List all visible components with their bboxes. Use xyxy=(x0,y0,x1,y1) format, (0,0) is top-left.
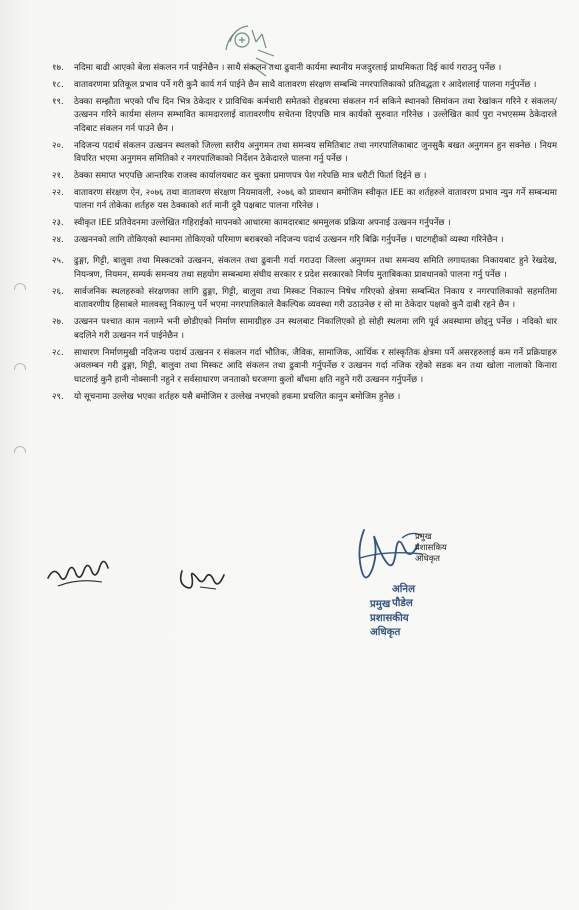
clause-text: वातावरणमा प्रतिकूल प्रभाव पर्ने गरी कुनै कार्य गर्न पाईने छैन साथै वातावरण संरक्षण सम्बन्धि नगरपालिकाको प्रतिवद्धता र आदेशलाई पालना गर्नुपर्नेछ । xyxy=(74,79,537,90)
clause-text: ठेक्का समाप्त भएपछि आन्तरिक राजस्व कार्यालयबाट कर चुक्ता प्रमाणपत्र पेश गरेपछि मात्र धरौटी फिर्ता दिईने छ । xyxy=(74,170,427,181)
clause-number: २५. xyxy=(52,256,64,267)
clause-item xyxy=(52,234,557,248)
clause-number: १७. xyxy=(52,63,64,73)
clause-text: सार्वजनिक स्थलहरुको संरक्षणका लागि ढुङ्गा, गिट्टी, बालुवा तथा मिस्कट निकाल्न निषेध गरिएको क्षेत्रमा सम्बन्धित निकाय र नगरपालिकाको सहमतिमा वातावरणीय हिसाबले मालवस्तु निकाल्नु पर्ने भएमा नगरपालिकाले वैकल्पिक व्यवस्था गरी उठाउनेछ र सो मा ठेकेदार पक्षको कुनै दाबी रहने छैन । xyxy=(74,286,557,311)
official-title-stamp: प्रमुख प्रशासकीय अधिकृत xyxy=(370,599,409,638)
clause-text: नदिमा बाढी आएको बेला संकलन गर्न पाईनेछैन । साथै संकलन तथा ढुवानी कार्यमा स्थानीय मजदुरलाई प्राथमिकता दिई कार्य गराउनु पर्नेछ । xyxy=(74,63,502,73)
signatory-role-label: प्रमुख प्रशासकिय अधिकृत xyxy=(415,531,447,563)
punch-hole-mark xyxy=(14,283,26,290)
clause-text: ठेक्का सम्झौता भएको पाँच दिन भित्र ठेकेदार र प्राविधिक कर्मचारी समेतको रोहबरमा संकलन गर्न सकिने स्थानको सिमांकन तथा रेखांकन गरिने र संकलन/उत्खनन गरिने कार्यमा संलग्न सम्भावित कामदारलाई वातावरणीय सचेतना दिएपछि मात्र कार्यको सुरुवात गरिनेछ । उल्लेखित कार्य पुरा नभएसम्म ठेकेदारले नदिबाट संकलन गर्न पाउने छैन । xyxy=(74,96,557,134)
signature-mark xyxy=(176,565,232,595)
clause-item xyxy=(52,79,557,93)
clause-number: २०. xyxy=(52,140,64,151)
official-name-stamp: अनिल पौडेल xyxy=(392,584,415,609)
clause-text: यो सूचनामा उल्लेख भएका शर्तहरु यसै बमोजिम र उल्लेख नभएको हकमा प्रचलित कानुन बमोजिम हुनेछ । xyxy=(74,391,401,402)
clause-text: साधारण निर्माणमुखी नदिजन्य पदार्थ उत्खनन र संकलन गर्दा भौतिक, जैविक, सामाजिक, आर्थिक र सांस्कृतिक क्षेत्रमा पर्ने असरहरुलाई कम गर्ने प्रक्रियाहरु अवलम्बन गरी ढुङ्गा, गिट्टी, बालुवा तथा मिस्कट आदि संकलन तथा ढुवानी गर्नुपर्नेछ र उत्खनन गर्दा नजिक रहेको सडक बन तथा खोला नालाको किनारा घाटलाई कुनै हानी नोक्सानी नहुने र सर्वसाधारण जनताको घरजग्गा कुलो बाँधमा क्षति नहुने गरी उत्खनन गर्नुपर्नेछ । xyxy=(74,347,557,385)
clause-item xyxy=(52,96,557,137)
clause-number: १९. xyxy=(52,96,64,107)
clause-item xyxy=(52,391,557,405)
clause-text: नदिजन्य पदार्थ संकलन उत्खनन स्थलको जिल्ला स्तरीय अनुगमन तथा समन्वय समितिबाट तथा नगरपालिकाबाट जुनसुकै बखत अनुगमन हुन सक्नेछ । नियम विपरित भएमा अनुगमन समितिको र नगरपालिकाको निर्देशन ठेकेदारले पालना गर्नु पर्नेछ । xyxy=(74,140,557,165)
clause-number: २८. xyxy=(52,347,64,358)
signature-mark xyxy=(44,548,114,594)
clause-text: उत्खनन पश्चात काम नलाग्ने भनी छोडीएको निर्माण सामाग्रीहरु उन स्थलबाट निकालिएको हो सोही स्थलमा लगि पूर्व अवस्थामा छोड्नु पर्नेछ । नदिको धार बदलिने गरी उत्खनन गर्न पाईनेछैन । xyxy=(74,317,557,341)
clause-number: २७. xyxy=(52,317,64,328)
clause-text: स्वीकृत IEE प्रतिवेदनमा उल्लेखित गहिराईको मापनको आधारमा कामदारबाट श्रममुलक प्रक्रिया अपनाई उत्खनन गर्नुपर्नेछ । xyxy=(74,218,451,229)
clause-item xyxy=(52,140,557,167)
clause-item xyxy=(52,316,557,343)
clause-number: २३. xyxy=(52,218,64,229)
clause-number: १८. xyxy=(52,79,64,90)
clause-number: २६. xyxy=(52,286,64,297)
clause-text: उत्खननको लागि तोकिएको स्थानमा तोकिएको परिमाण बराबरको नदिजन्य पदार्थ उत्खनन गरि बिक्रि गर्नुपर्नेछ । घाटगद्दीको व्यस्था गरिनेछैन । xyxy=(74,234,504,245)
terms-clause-list xyxy=(52,62,557,407)
clause-item xyxy=(52,187,557,214)
clause-number: २२. xyxy=(52,187,64,198)
clause-item xyxy=(52,347,557,388)
clause-item xyxy=(52,217,557,231)
clause-text: वातावरण संरक्षण ऐन, २०७६ तथा वातावरण संरक्षण नियमावली, २०७६ को प्रावधान बमोजिम स्वीकृत IEE का शर्तहरुले वातावरण प्रभाव न्युन गर्ने सम्बन्धमा पालना गर्न तोकेका शर्तहरु यस ठेक्काको शर्त मानी दुवै पक्षबाट पालना गरिनेछ । xyxy=(74,187,557,212)
clause-item xyxy=(52,62,557,76)
clause-item xyxy=(52,255,557,282)
clause-text: ढुङ्गा, गिट्टी, बालुवा तथा मिस्कटको उत्खनन, संकलन तथा ढुवानी गर्दा गराउदा जिल्ला अनुगमन तथा समन्वय समिति लगायतका निकायबाट हुने रेखदेख, नियन्त्रण, नियमन, सम्पर्क समन्वय तथा सहयोग सम्बन्धमा संघीय सरकार र प्रदेश सरकारको निर्णय मुताबिकका प्रावधानको पालना गर्नु पर्नेछ । xyxy=(74,256,557,281)
punch-hole-mark xyxy=(14,446,26,453)
punch-hole-mark xyxy=(14,363,26,370)
clause-number: २१. xyxy=(52,170,64,181)
clause-item xyxy=(52,286,557,313)
clause-number: २९. xyxy=(52,391,64,402)
clause-number: २४. xyxy=(52,234,64,245)
clause-item xyxy=(52,170,557,184)
